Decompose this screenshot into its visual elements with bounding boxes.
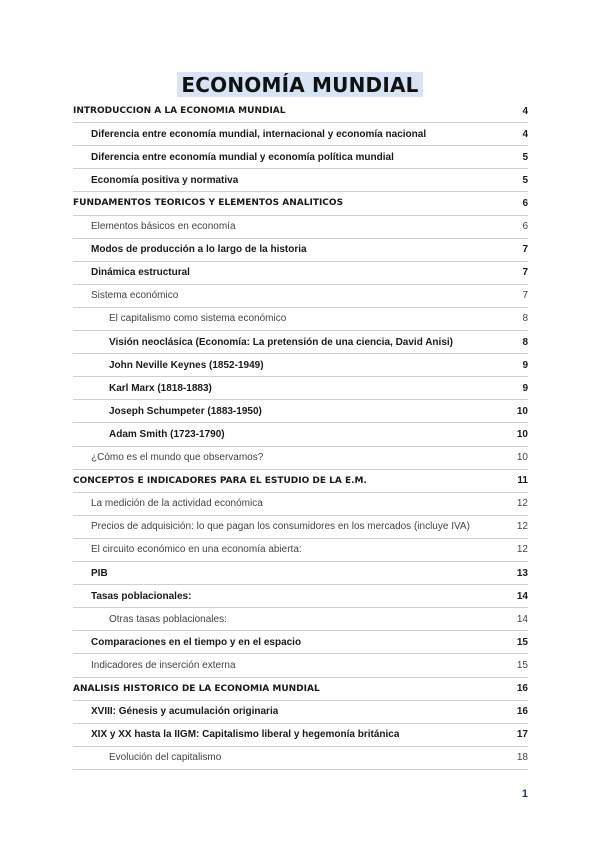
toc-entry[interactable] xyxy=(109,400,528,422)
toc-entry-page: 6 xyxy=(522,221,528,232)
toc-entry-page: 5 xyxy=(522,174,528,186)
toc-entry-title: Joseph Schumpeter (1883-1950) xyxy=(109,405,262,417)
toc-entry-title: ¿Cómo es el mundo que observamos? xyxy=(91,452,264,463)
toc-entry-page: 10 xyxy=(516,452,528,463)
toc-entry[interactable] xyxy=(73,192,528,214)
toc-entry-page: 7 xyxy=(522,290,528,302)
toc-entry[interactable] xyxy=(91,654,528,676)
toc-entry-title: Diferencia entre economía mundial, internacional y economía nacional xyxy=(91,128,427,140)
toc-entry-page: 12 xyxy=(516,498,528,510)
toc-entry-title: INTRODUCCIÓN A LA ECONOMÍA MUNDIAL xyxy=(73,106,286,116)
toc-entry-page: 10 xyxy=(516,428,528,440)
toc-entry[interactable] xyxy=(91,539,528,561)
toc-entry-title: XIX y XX hasta la IIGM: Capitalismo liberal y hegemonía británica xyxy=(91,729,400,741)
toc-entry-title: Sistema económico xyxy=(91,290,179,302)
toc-entry[interactable] xyxy=(91,493,528,515)
toc-entry[interactable] xyxy=(91,216,528,238)
toc-entry-page: 7 xyxy=(522,244,528,256)
toc-entry-page: 16 xyxy=(516,706,528,718)
toc-entry-title: El capitalismo como sistema económico xyxy=(109,313,287,325)
toc-entry-title: Economía positiva y normativa xyxy=(91,174,239,186)
toc-entry-title: Visión neoclásica (Economía: La pretensión de una ciencia, David Anisi) xyxy=(109,336,453,348)
toc-entry-title: John Neville Keynes (1852-1949) xyxy=(109,359,264,371)
toc-entry[interactable] xyxy=(91,516,528,538)
toc-entry[interactable] xyxy=(91,262,528,284)
page-number: 1 xyxy=(521,788,528,800)
toc-entry-page: 12 xyxy=(516,521,528,533)
toc-entry[interactable] xyxy=(91,562,528,584)
toc-entry[interactable] xyxy=(91,585,528,607)
toc-entry-page: 12 xyxy=(516,544,528,556)
toc-entry-page: 15 xyxy=(516,636,528,648)
toc-entry-title: Dinámica estructural xyxy=(91,267,190,279)
toc-entry[interactable] xyxy=(109,331,528,353)
toc-entry-title: El circuito económico en una economía abierta: xyxy=(91,544,302,556)
toc-entry-title: Adam Smith (1723-1790) xyxy=(109,428,225,440)
toc-entry-title: Modos de producción a lo largo de la historia xyxy=(91,244,307,256)
toc-separator xyxy=(73,769,528,770)
toc-entry-title: CONCEPTOS E INDICADORES PARA EL ESTUDIO DE LA E.M. xyxy=(73,475,367,486)
toc-entry[interactable] xyxy=(91,724,528,746)
document-title: ECONOMÍA MUNDIAL xyxy=(177,72,422,97)
toc-entry-title: La medición de la actividad económica xyxy=(91,498,263,510)
toc-entry[interactable] xyxy=(91,239,528,261)
toc-entry[interactable] xyxy=(91,146,528,168)
toc-entry-title: ANÁLISIS HISTÓRICO DE LA ECONOMÍA MUNDIAL xyxy=(73,683,320,694)
toc-entry-page: 9 xyxy=(522,382,528,394)
toc-entry-title: Evolución del capitalismo xyxy=(109,752,222,764)
toc-entry-page: 14 xyxy=(516,613,528,625)
toc-entry-page: 11 xyxy=(517,475,528,487)
toc-entry[interactable] xyxy=(73,470,528,492)
toc-entry-title: FUNDAMENTOS TEÓRICOS Y ELEMENTOS ANALÍTICOS xyxy=(73,198,344,209)
toc-entry[interactable] xyxy=(91,285,528,307)
document-title-wrap xyxy=(0,72,600,97)
toc-entry[interactable] xyxy=(91,169,528,191)
toc-entry-page: 15 xyxy=(516,659,528,671)
toc-entry-page: 5 xyxy=(522,151,528,163)
toc-entry[interactable] xyxy=(91,123,528,145)
toc-entry[interactable] xyxy=(91,701,528,723)
toc-entry-title: Elementos básicos en economía xyxy=(91,221,236,232)
toc-entry[interactable] xyxy=(91,447,528,469)
toc-entry[interactable] xyxy=(109,608,528,630)
toc-entry-page: 4 xyxy=(522,128,528,140)
toc-entry[interactable] xyxy=(109,423,528,445)
toc-entry[interactable] xyxy=(73,678,528,700)
toc-entry-page: 14 xyxy=(516,590,528,602)
toc-entry-title: Karl Marx (1818-1883) xyxy=(109,382,212,394)
toc-entry-page: 17 xyxy=(516,729,528,741)
toc-entry[interactable] xyxy=(73,100,528,122)
toc-entry[interactable] xyxy=(109,308,528,330)
toc-entry-title: Precios de adquisición: lo que pagan los consumidores en los mercados (incluye IVA) xyxy=(91,521,470,533)
toc-entry[interactable] xyxy=(109,354,528,376)
toc-entry-page: 18 xyxy=(516,752,528,764)
toc-entry-title: Comparaciones en el tiempo y en el espacio xyxy=(91,636,302,648)
toc-entry-title: Otras tasas poblacionales: xyxy=(109,613,227,625)
toc-entry-page: 13 xyxy=(516,567,528,579)
toc-entry-title: Diferencia entre economía mundial y economía política mundial xyxy=(91,151,394,163)
toc-entry-page: 4 xyxy=(522,105,528,117)
toc-entry-page: 6 xyxy=(522,197,528,209)
toc-entry[interactable] xyxy=(109,747,528,769)
toc-entry-page: 10 xyxy=(516,405,528,417)
toc-entry-title: Tasas poblacionales: xyxy=(91,590,192,602)
toc-entry[interactable] xyxy=(109,377,528,399)
toc-entry[interactable] xyxy=(91,631,528,653)
toc-entry-title: XVIII: Génesis y acumulación originaria xyxy=(91,706,279,718)
toc-entry-page: 16 xyxy=(516,683,528,694)
toc-entry-title: Indicadores de inserción externa xyxy=(91,659,236,671)
toc-entry-page: 9 xyxy=(522,359,528,371)
toc-entry-page: 7 xyxy=(522,267,528,279)
toc-entry-page: 8 xyxy=(522,336,528,348)
toc-entry-title: PIB xyxy=(91,567,108,579)
toc-entry-page: 8 xyxy=(522,313,528,325)
